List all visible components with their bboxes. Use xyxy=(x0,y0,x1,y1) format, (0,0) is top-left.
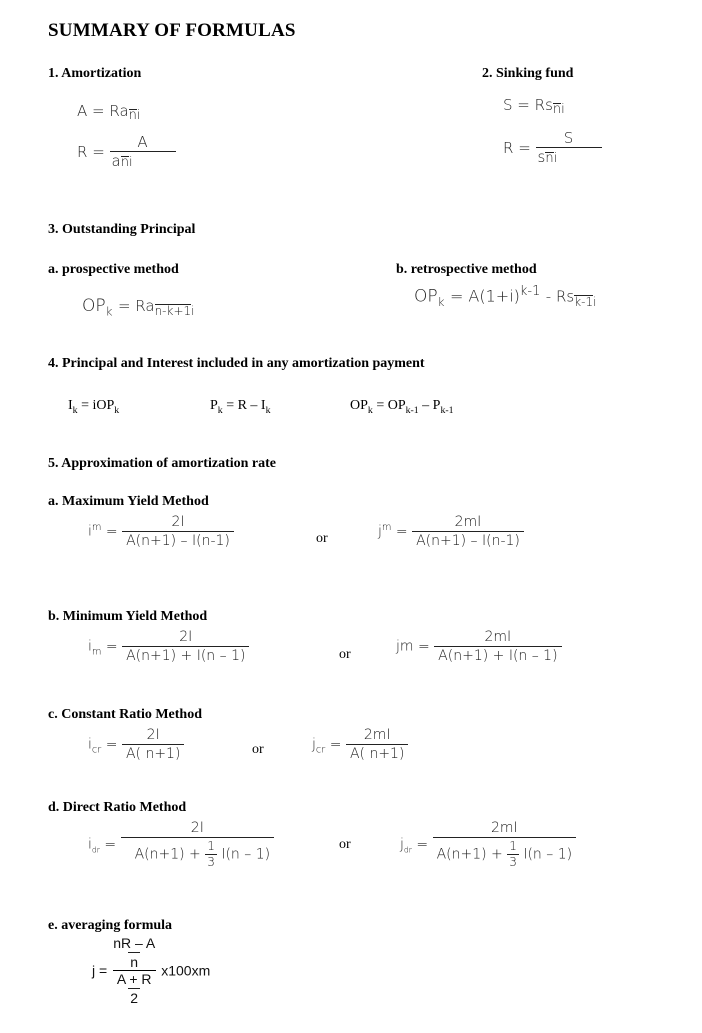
lhs: S = R xyxy=(503,96,546,114)
formula-principal xyxy=(210,398,271,416)
top-numerator: nR – A xyxy=(113,935,156,951)
or-max: or xyxy=(316,531,328,546)
rate-i: i xyxy=(561,102,565,117)
formula-max-yield-i xyxy=(88,514,234,549)
rate-i: i xyxy=(593,294,597,309)
cr-sub: cr xyxy=(315,744,326,756)
bottom-fraction xyxy=(115,971,154,1006)
equals: = xyxy=(105,638,118,655)
or-direct: or xyxy=(339,837,351,852)
op: OP xyxy=(414,286,438,307)
numerator: 2mI xyxy=(490,820,518,836)
j-eq: j = xyxy=(92,962,108,979)
angle-n: n xyxy=(552,102,562,117)
fraction xyxy=(412,514,524,549)
top-fraction xyxy=(107,935,161,970)
m-sup: m xyxy=(91,521,102,533)
j-symbol: jm xyxy=(396,638,414,655)
denominator: A( n+1) xyxy=(346,744,408,762)
or-constant: or xyxy=(252,742,264,757)
or-min: or xyxy=(339,647,351,662)
one-third xyxy=(507,840,519,869)
heading-principal-interest: 4. Principal and Interest included in any amortization payment xyxy=(48,356,425,371)
numerator: 2I xyxy=(171,514,185,530)
third-den: 3 xyxy=(509,855,517,869)
lhs: A = R xyxy=(77,102,120,120)
fraction xyxy=(121,820,274,869)
formula-sinking-amount xyxy=(503,96,565,117)
denominator xyxy=(536,147,602,167)
label-minimum-yield: b. Minimum Yield Method xyxy=(48,609,208,624)
one-third xyxy=(205,840,217,869)
equals: = xyxy=(105,736,118,753)
dr-sub: dr xyxy=(91,845,100,855)
minus-r: - R xyxy=(545,287,567,306)
equals: = xyxy=(105,523,118,540)
third-num: 1 xyxy=(207,839,215,853)
label-constant-ratio: c. Constant Ratio Method xyxy=(48,707,202,722)
denominator xyxy=(433,837,576,869)
fraction xyxy=(346,727,408,762)
formula-retrospective xyxy=(414,284,597,309)
den-b: I(n – 1) xyxy=(523,846,573,863)
third-num: 1 xyxy=(509,839,517,853)
numerator: 2mI xyxy=(484,629,512,645)
angle-n-k-1: n-k+1 xyxy=(154,304,192,318)
top-denominator: n xyxy=(130,954,139,970)
k-sub: k xyxy=(72,404,78,416)
label-prospective-method: a. prospective method xyxy=(48,262,179,277)
label-retrospective-method: b. retrospective method xyxy=(396,262,537,277)
numerator: A xyxy=(137,133,148,151)
fraction xyxy=(110,134,176,171)
formula-averaging xyxy=(92,935,210,1006)
j-symbol: j xyxy=(400,836,404,853)
numerator: S xyxy=(563,129,574,147)
formula-min-yield-i xyxy=(88,629,249,664)
lhs: R = xyxy=(77,143,105,161)
denominator xyxy=(121,837,274,869)
i-symbol: i xyxy=(88,836,92,853)
numerator: 2I xyxy=(179,629,193,645)
den-a: A(n+1) + xyxy=(134,846,201,863)
retro-rhs: = A(1+i) xyxy=(449,286,520,306)
angle-n: n xyxy=(545,151,554,166)
heading-outstanding-principal: 3. Outstanding Principal xyxy=(48,222,196,237)
formula-prospective xyxy=(82,296,195,318)
fraction xyxy=(122,514,234,549)
m-sup: m xyxy=(381,521,392,533)
denominator: A(n+1) – I(n-1) xyxy=(122,531,234,549)
angle-k-1: k-1 xyxy=(574,294,594,309)
den-b: I(n – 1) xyxy=(221,846,271,863)
k-sub: k xyxy=(265,404,271,416)
i-symbol: i xyxy=(88,523,92,540)
formula-sinking-payment xyxy=(503,130,602,167)
denominator: A(n+1) + I(n – 1) xyxy=(434,646,561,664)
rhs: = R – I xyxy=(222,398,266,413)
formula-max-yield-j xyxy=(378,514,524,549)
j-symbol: j xyxy=(312,736,316,753)
annuity-symbol: a xyxy=(111,152,121,170)
formula-amortization-present xyxy=(77,102,141,123)
eq-op: = OP xyxy=(372,398,406,413)
numerator: 2mI xyxy=(454,514,482,530)
numerator: 2I xyxy=(190,820,204,836)
cr-sub: cr xyxy=(91,744,102,756)
denominator xyxy=(110,151,176,171)
third-den: 3 xyxy=(207,855,215,869)
heading-approximation: 5. Approximation of amortization rate xyxy=(48,456,276,471)
rate-i: i xyxy=(191,304,195,318)
k-1-sub: k-1 xyxy=(440,404,454,416)
k-sub: k xyxy=(114,404,120,416)
main-fraction xyxy=(107,935,161,1006)
bottom-numerator: A + R xyxy=(116,971,152,987)
formula-outstanding-recursive xyxy=(350,398,454,416)
fraction xyxy=(122,629,249,664)
angle-n: n xyxy=(128,108,137,123)
numerator: 2mI xyxy=(363,727,391,743)
label-averaging-formula: e. averaging formula xyxy=(48,918,173,933)
i-symbol: i xyxy=(88,638,92,655)
k-sub: k xyxy=(437,295,445,310)
dr-sub: dr xyxy=(403,845,412,855)
minus-p: – P xyxy=(418,398,441,413)
angle-n: n xyxy=(120,155,129,170)
denominator: A(n+1) + I(n – 1) xyxy=(122,646,249,664)
sinking-symbol: s xyxy=(537,148,546,166)
heading-amortization: 1. Amortization xyxy=(48,66,142,81)
den-a: A(n+1) + xyxy=(436,846,503,863)
heading-sinking-fund: 2. Sinking fund xyxy=(482,66,574,81)
i-symbol: i xyxy=(88,736,92,753)
label-direct-ratio: d. Direct Ratio Method xyxy=(48,800,187,815)
formula-direct-ratio-i xyxy=(88,820,274,869)
numerator: 2I xyxy=(146,727,160,743)
op: OP xyxy=(350,398,368,413)
formula-constant-ratio-i xyxy=(88,727,184,762)
formula-constant-ratio-j xyxy=(312,727,408,762)
equals: = xyxy=(104,836,117,853)
annuity-symbol: a xyxy=(119,102,129,120)
equals: = xyxy=(417,638,430,655)
k-sub: k xyxy=(105,304,113,319)
formula-interest xyxy=(68,398,119,416)
denominator: A( n+1) xyxy=(122,744,184,762)
exponent: k-1 xyxy=(519,284,541,299)
fraction xyxy=(433,820,576,869)
sinking-symbol: s xyxy=(545,96,553,114)
formula-direct-ratio-j xyxy=(400,820,576,869)
principal-symbol: P xyxy=(210,398,218,413)
tail: x100xm xyxy=(161,962,211,979)
eq-r: = R xyxy=(117,297,146,315)
page-title: SUMMARY OF FORMULAS xyxy=(48,20,296,41)
denominator: A(n+1) – I(n-1) xyxy=(412,531,524,549)
sinking-symbol: s xyxy=(566,287,575,306)
rate-i: i xyxy=(553,151,558,166)
k-sub: k xyxy=(367,404,373,416)
formula-min-yield-j xyxy=(396,629,562,664)
m-sub: m xyxy=(91,646,102,658)
bottom-denominator: 2 xyxy=(130,990,139,1006)
op: OP xyxy=(82,296,106,316)
interest-symbol: I xyxy=(68,398,73,413)
fraction xyxy=(122,727,184,762)
lhs: R = xyxy=(503,139,531,157)
label-maximum-yield: a. Maximum Yield Method xyxy=(48,494,209,509)
equals: = xyxy=(416,836,429,853)
rate-i: i xyxy=(136,108,141,123)
rhs: = iOP xyxy=(77,398,115,413)
fraction xyxy=(536,130,602,167)
j-symbol: j xyxy=(378,523,382,540)
equals: = xyxy=(329,736,342,753)
bottom-fraction-wrap xyxy=(113,970,156,1006)
fraction xyxy=(434,629,561,664)
rate-i: i xyxy=(129,155,133,170)
annuity-symbol: a xyxy=(145,297,155,315)
equals: = xyxy=(395,523,408,540)
k-sub: k xyxy=(217,404,223,416)
formula-amortization-payment xyxy=(77,134,176,171)
k-1-sub: k-1 xyxy=(405,404,419,416)
